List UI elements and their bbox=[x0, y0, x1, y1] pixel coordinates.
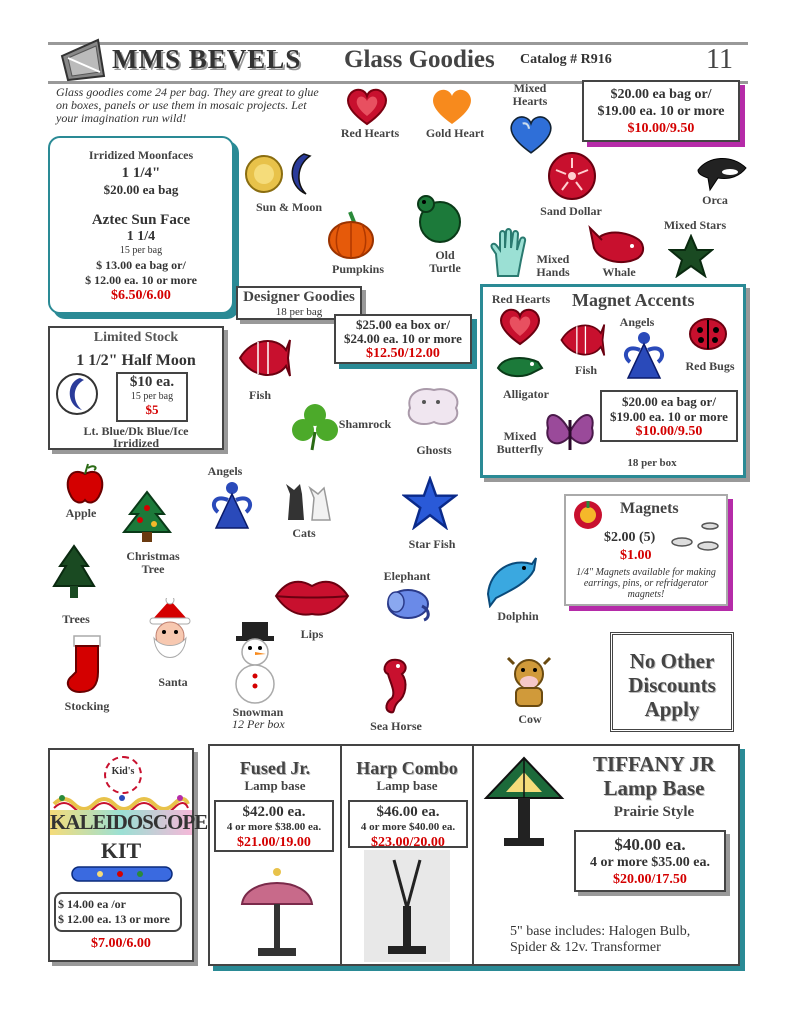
hand-image bbox=[488, 228, 528, 278]
designer-price-box: $25.00 ea box or/ $24.00 ea. 10 or more $12.50/12.00 bbox=[334, 314, 472, 364]
label-ma-per-box: 18 per box bbox=[627, 457, 677, 469]
label-apple: Apple bbox=[65, 506, 97, 520]
harp-price-box: $46.00 ea. 4 or more $40.00 ea. $23.00/20.00 bbox=[348, 800, 468, 848]
label-christmas-tree: Christmas Tree bbox=[126, 549, 180, 576]
magnets-sale: $1.00 bbox=[620, 548, 652, 563]
catalog-number: Catalog # R916 bbox=[520, 52, 612, 67]
label-orca: Orca bbox=[702, 193, 728, 207]
label-whale: Whale bbox=[602, 265, 636, 279]
label-cats: Cats bbox=[292, 526, 316, 540]
ma-fish-image bbox=[556, 316, 608, 364]
magnets-title: Magnets bbox=[620, 500, 679, 517]
lips-image bbox=[272, 574, 352, 620]
kit-price-box: $ 14.00 ea /or $ 12.00 ea. 13 or more bbox=[54, 892, 182, 932]
tiffany-price-box: $40.00 ea. 4 or more $35.00 ea. $20.00/17.50 bbox=[574, 830, 726, 892]
sea-horse-image bbox=[378, 656, 412, 716]
tiffany-lamp-image bbox=[478, 754, 570, 854]
snowman-note: 12 Per box bbox=[232, 717, 285, 731]
pumpkin-image bbox=[326, 208, 376, 260]
magnet-discs-icon bbox=[668, 516, 724, 556]
label-elephant: Elephant bbox=[383, 569, 431, 583]
christmas-tree-image bbox=[120, 490, 174, 548]
angel-image bbox=[208, 480, 256, 532]
label-trees: Trees bbox=[62, 612, 90, 626]
tiffany-title-1: TIFFANY JR bbox=[593, 752, 715, 776]
label-sea-horse: Sea Horse bbox=[370, 719, 422, 733]
lamp-divider-2 bbox=[472, 746, 474, 966]
label-star-fish: Star Fish bbox=[408, 537, 456, 551]
label-sun-moon: Sun & Moon bbox=[255, 200, 323, 214]
tiffany-title-2: Lamp Base bbox=[603, 776, 705, 800]
label-snowman: Snowman bbox=[232, 705, 284, 719]
moon-image bbox=[54, 372, 100, 416]
label-ghosts: Ghosts bbox=[416, 443, 452, 457]
label-santa: Santa bbox=[158, 675, 188, 689]
dolphin-image bbox=[482, 554, 540, 608]
sun-moon-image bbox=[244, 148, 330, 198]
harp-sub: Lamp base bbox=[376, 778, 438, 793]
label-ma-red-hearts: Red Hearts bbox=[491, 292, 551, 306]
fused-sub: Lamp base bbox=[244, 778, 306, 793]
star-image bbox=[668, 234, 714, 278]
harp-title: Harp Combo bbox=[356, 758, 458, 778]
kids-badge-text: Kid's bbox=[111, 766, 135, 777]
intro-text: Glass goodies come 24 per bag. They are great to glue on boxes, panels or use them in mosaic projects. Let your imagination run wild! bbox=[56, 85, 319, 125]
red-heart-image bbox=[345, 86, 389, 126]
ma-red-heart-image bbox=[498, 306, 542, 346]
ghost-image bbox=[402, 384, 464, 430]
cow-image bbox=[504, 654, 554, 710]
label-mixed-hearts: Mixed Hearts bbox=[512, 81, 548, 108]
label-fish: Fish bbox=[248, 388, 271, 402]
label-mixed-stars: Mixed Stars bbox=[663, 218, 727, 232]
tiffany-style: Prairie Style bbox=[613, 804, 695, 820]
elephant-image bbox=[382, 584, 434, 624]
price-box-glass: $20.00 ea bag or/ $19.00 ea. 10 or more $10.00/9.50 bbox=[582, 80, 740, 142]
snowman-image bbox=[228, 620, 282, 704]
label-angels: Angels bbox=[207, 464, 243, 478]
magnets-note: 1/4" Magnets available for making earrings, pins, or refridgerator magnets! bbox=[576, 567, 716, 600]
apple-image bbox=[64, 462, 106, 506]
magnet-accents-title: Magnet Accents bbox=[572, 290, 695, 310]
brand-name: MMS BEVELS bbox=[112, 44, 302, 74]
ma-price-box: $20.00 ea bag or/ $19.00 ea. 10 or more $10.00/9.50 bbox=[600, 390, 738, 442]
label-mixed-hands: Mixed Hands bbox=[536, 252, 570, 279]
orca-image bbox=[694, 150, 750, 196]
cats-image bbox=[282, 480, 338, 526]
fish-image bbox=[236, 330, 292, 386]
label-ma-angels: Angels bbox=[619, 315, 655, 329]
fused-title: Fused Jr. bbox=[239, 758, 311, 778]
trees-image bbox=[52, 544, 96, 606]
label-cow: Cow bbox=[518, 712, 542, 726]
ma-angel-image bbox=[620, 330, 668, 382]
tiffany-note: 5" base includes: Halogen Bulb, Spider & 12v. Transformer bbox=[510, 924, 691, 955]
page-number: 11 bbox=[706, 44, 733, 75]
ma-butterfly-image bbox=[542, 406, 598, 458]
santa-image bbox=[144, 598, 196, 668]
gold-heart-image bbox=[430, 86, 474, 126]
kit-name-2: KIT bbox=[100, 838, 142, 863]
label-lips: Lips bbox=[300, 627, 324, 641]
kaleidoscope-image bbox=[70, 864, 174, 884]
label-ma-red-bugs: Red Bugs bbox=[685, 359, 735, 373]
magnets-price: $2.00 (5) bbox=[604, 530, 656, 545]
label-old-turtle: Old Turtle bbox=[429, 248, 461, 275]
label-red-hearts: Red Hearts bbox=[340, 126, 400, 140]
whale-image bbox=[588, 218, 650, 268]
logo-icon bbox=[58, 36, 108, 82]
label-shamrock: Shamrock bbox=[338, 417, 392, 431]
fused-price-box: $42.00 ea. 4 or more $38.00 ea. $21.00/19.00 bbox=[214, 800, 334, 852]
ma-bug-image bbox=[686, 312, 730, 352]
magnets-image bbox=[568, 498, 608, 532]
label-dolphin: Dolphin bbox=[497, 609, 539, 623]
harp-lamp-image bbox=[364, 850, 450, 962]
label-ma-alligator: Alligator bbox=[503, 387, 549, 401]
limited-stock-box: Limited Stock 1 1/2" Half Moon $10 ea. 15 per bag $5 Lt. Blue/Dk Blue/Ice Irridized bbox=[48, 326, 224, 450]
moonfaces-box: Irridized Moonfaces 1 1/4" $20.00 ea bag Aztec Sun Face 1 1/4 15 per bag $ 13.00 ea bag or/ $ 12.00 ea. 10 or more $6.50/6.00 bbox=[48, 136, 234, 314]
designer-title-box: Designer Goodies 18 per bag bbox=[236, 286, 362, 320]
limited-price-box: $10 ea. 15 per bag $5 bbox=[116, 372, 188, 422]
turtle-image bbox=[412, 192, 468, 248]
sand-dollar-image bbox=[544, 150, 600, 202]
starfish-image bbox=[402, 476, 458, 530]
kit-name-1: KALEIDOSCOPE bbox=[50, 810, 208, 834]
kit-sale: $7.00/6.00 bbox=[91, 936, 151, 951]
stocking-image bbox=[62, 634, 112, 696]
label-stocking: Stocking bbox=[64, 699, 110, 713]
label-gold-heart: Gold Heart bbox=[425, 126, 485, 140]
label-pumpkins: Pumpkins bbox=[331, 262, 385, 276]
section-title: Glass Goodies bbox=[344, 46, 495, 73]
label-sand-dollar: Sand Dollar bbox=[540, 204, 602, 218]
ma-alligator-image bbox=[494, 350, 544, 384]
label-ma-fish: Fish bbox=[574, 363, 597, 377]
label-ma-butterfly: Mixed Butterfly bbox=[496, 429, 544, 456]
fused-lamp-image bbox=[236, 862, 318, 962]
no-discounts-box: No Other Discounts Apply bbox=[610, 632, 734, 732]
